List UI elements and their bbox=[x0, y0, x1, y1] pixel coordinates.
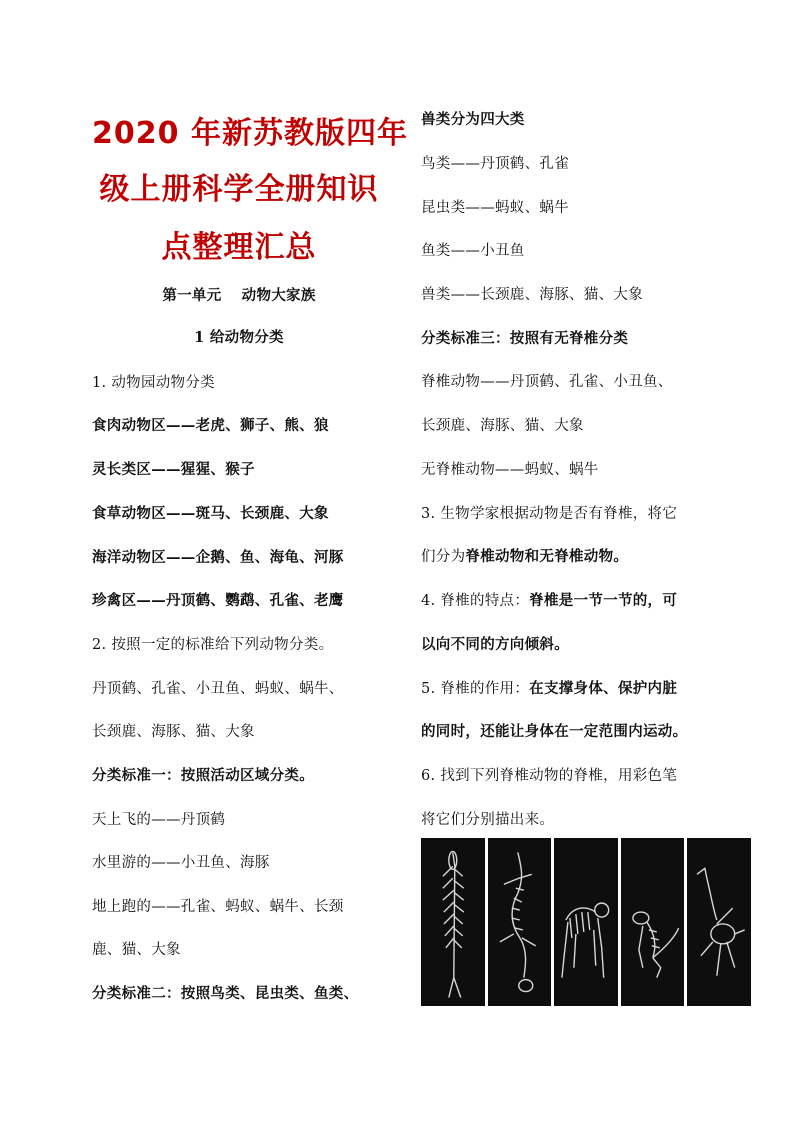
class-fish: 鱼类——小丑鱼 bbox=[421, 243, 525, 259]
question-6-line-2: 将它们分别描出来。 bbox=[421, 812, 555, 828]
question-2: 2. 按照一定的标准给下列动物分类。 bbox=[92, 637, 334, 653]
standard-2-continued: 兽类分为四大类 bbox=[421, 111, 525, 128]
question-4-answer: 脊椎是一节一节的，可 bbox=[529, 592, 678, 609]
question-5-line-2: 的同时，还能让身体在一定范围内运动。 bbox=[421, 723, 688, 740]
question-4-text: 4. 脊椎的特点： bbox=[421, 593, 530, 609]
category-run-line-1: 地上跑的——孔雀、蚂蚁、蜗牛、长颈 bbox=[92, 899, 344, 915]
question-3-line-1: 3. 生物学家根据动物是否有脊椎，将它 bbox=[421, 506, 678, 522]
question-3-text: 们分为 bbox=[421, 549, 466, 565]
standard-2: 分类标准二：按照鸟类、昆虫类、鱼类、 bbox=[92, 985, 359, 1002]
zoo-zone-carnivore: 食肉动物区——老虎、狮子、熊、狼 bbox=[92, 417, 329, 434]
category-swim: 水里游的——小丑鱼、海豚 bbox=[92, 855, 270, 871]
class-bird: 鸟类——丹顶鹤、孔雀 bbox=[421, 156, 569, 172]
standard-3: 分类标准三：按照有无脊椎分类 bbox=[421, 330, 629, 347]
animal-list-line-1: 丹顶鹤、孔雀、小丑鱼、蚂蚁、蜗牛、 bbox=[92, 681, 344, 697]
vertebrate-line-1: 脊椎动物——丹顶鹤、孔雀、小丑鱼、 bbox=[421, 374, 673, 390]
question-5-text: 5. 脊椎的作用： bbox=[421, 681, 530, 697]
class-insect: 昆虫类——蚂蚁、蜗牛 bbox=[421, 200, 569, 216]
question-4-line-2: 以向不同的方向倾斜。 bbox=[421, 636, 569, 653]
zoo-zone-primate: 灵长类区——猩猩、猴子 bbox=[92, 461, 255, 478]
lizard-skeleton-panel bbox=[488, 838, 552, 1006]
zoo-zone-marine: 海洋动物区——企鹅、鱼、海龟、河豚 bbox=[92, 549, 344, 566]
lesson-heading: 1 给动物分类 bbox=[194, 329, 284, 346]
question-3-line-2 bbox=[421, 545, 628, 566]
fish-skeleton-panel bbox=[421, 838, 485, 1006]
category-fly: 天上飞的——丹顶鹤 bbox=[92, 812, 226, 828]
question-5-answer: 在支撑身体、保护内脏 bbox=[529, 680, 678, 697]
vertebrate-line-2: 长颈鹿、海豚、猫、大象 bbox=[421, 418, 584, 434]
doc-title-line-3: 点整理汇总 bbox=[161, 230, 317, 265]
skeleton-figure bbox=[421, 838, 751, 1006]
question-4-line-1 bbox=[421, 589, 677, 610]
question-6-line-1: 6. 找到下列脊椎动物的脊椎，用彩色笔 bbox=[421, 768, 678, 784]
ape-skeleton-panel bbox=[554, 838, 618, 1006]
bird-skeleton-panel bbox=[687, 838, 751, 1006]
fish-skeleton-icon bbox=[421, 838, 485, 1006]
question-3-answer: 脊椎动物和无脊椎动物。 bbox=[465, 548, 629, 565]
ape-skeleton-icon bbox=[554, 838, 618, 1006]
standard-1: 分类标准一：按照活动区域分类。 bbox=[92, 767, 314, 784]
unit-heading: 第一单元 动物大家族 bbox=[162, 287, 316, 304]
animal-list-line-2: 长颈鹿、海豚、猫、大象 bbox=[92, 724, 255, 740]
lizard-skeleton-icon bbox=[488, 838, 552, 1006]
category-run-line-2: 鹿、猫、大象 bbox=[92, 942, 181, 958]
invertebrate: 无脊椎动物——蚂蚁、蜗牛 bbox=[421, 462, 599, 478]
doc-title-line-1: 2020 年新苏教版四年 bbox=[92, 116, 408, 151]
mouse-skeleton-icon bbox=[621, 838, 685, 1006]
mouse-skeleton-panel bbox=[621, 838, 685, 1006]
question-5-line-1 bbox=[421, 677, 677, 698]
doc-title-line-2: 级上册科学全册知识 bbox=[99, 172, 379, 207]
bird-skeleton-icon bbox=[687, 838, 751, 1006]
question-1: 1. 动物园动物分类 bbox=[92, 375, 215, 391]
class-beast: 兽类——长颈鹿、海豚、猫、大象 bbox=[421, 287, 643, 303]
zoo-zone-rare-birds: 珍禽区——丹顶鹤、鹦鹉、孔雀、老鹰 bbox=[92, 592, 344, 609]
zoo-zone-herbivore: 食草动物区——斑马、长颈鹿、大象 bbox=[92, 505, 329, 522]
